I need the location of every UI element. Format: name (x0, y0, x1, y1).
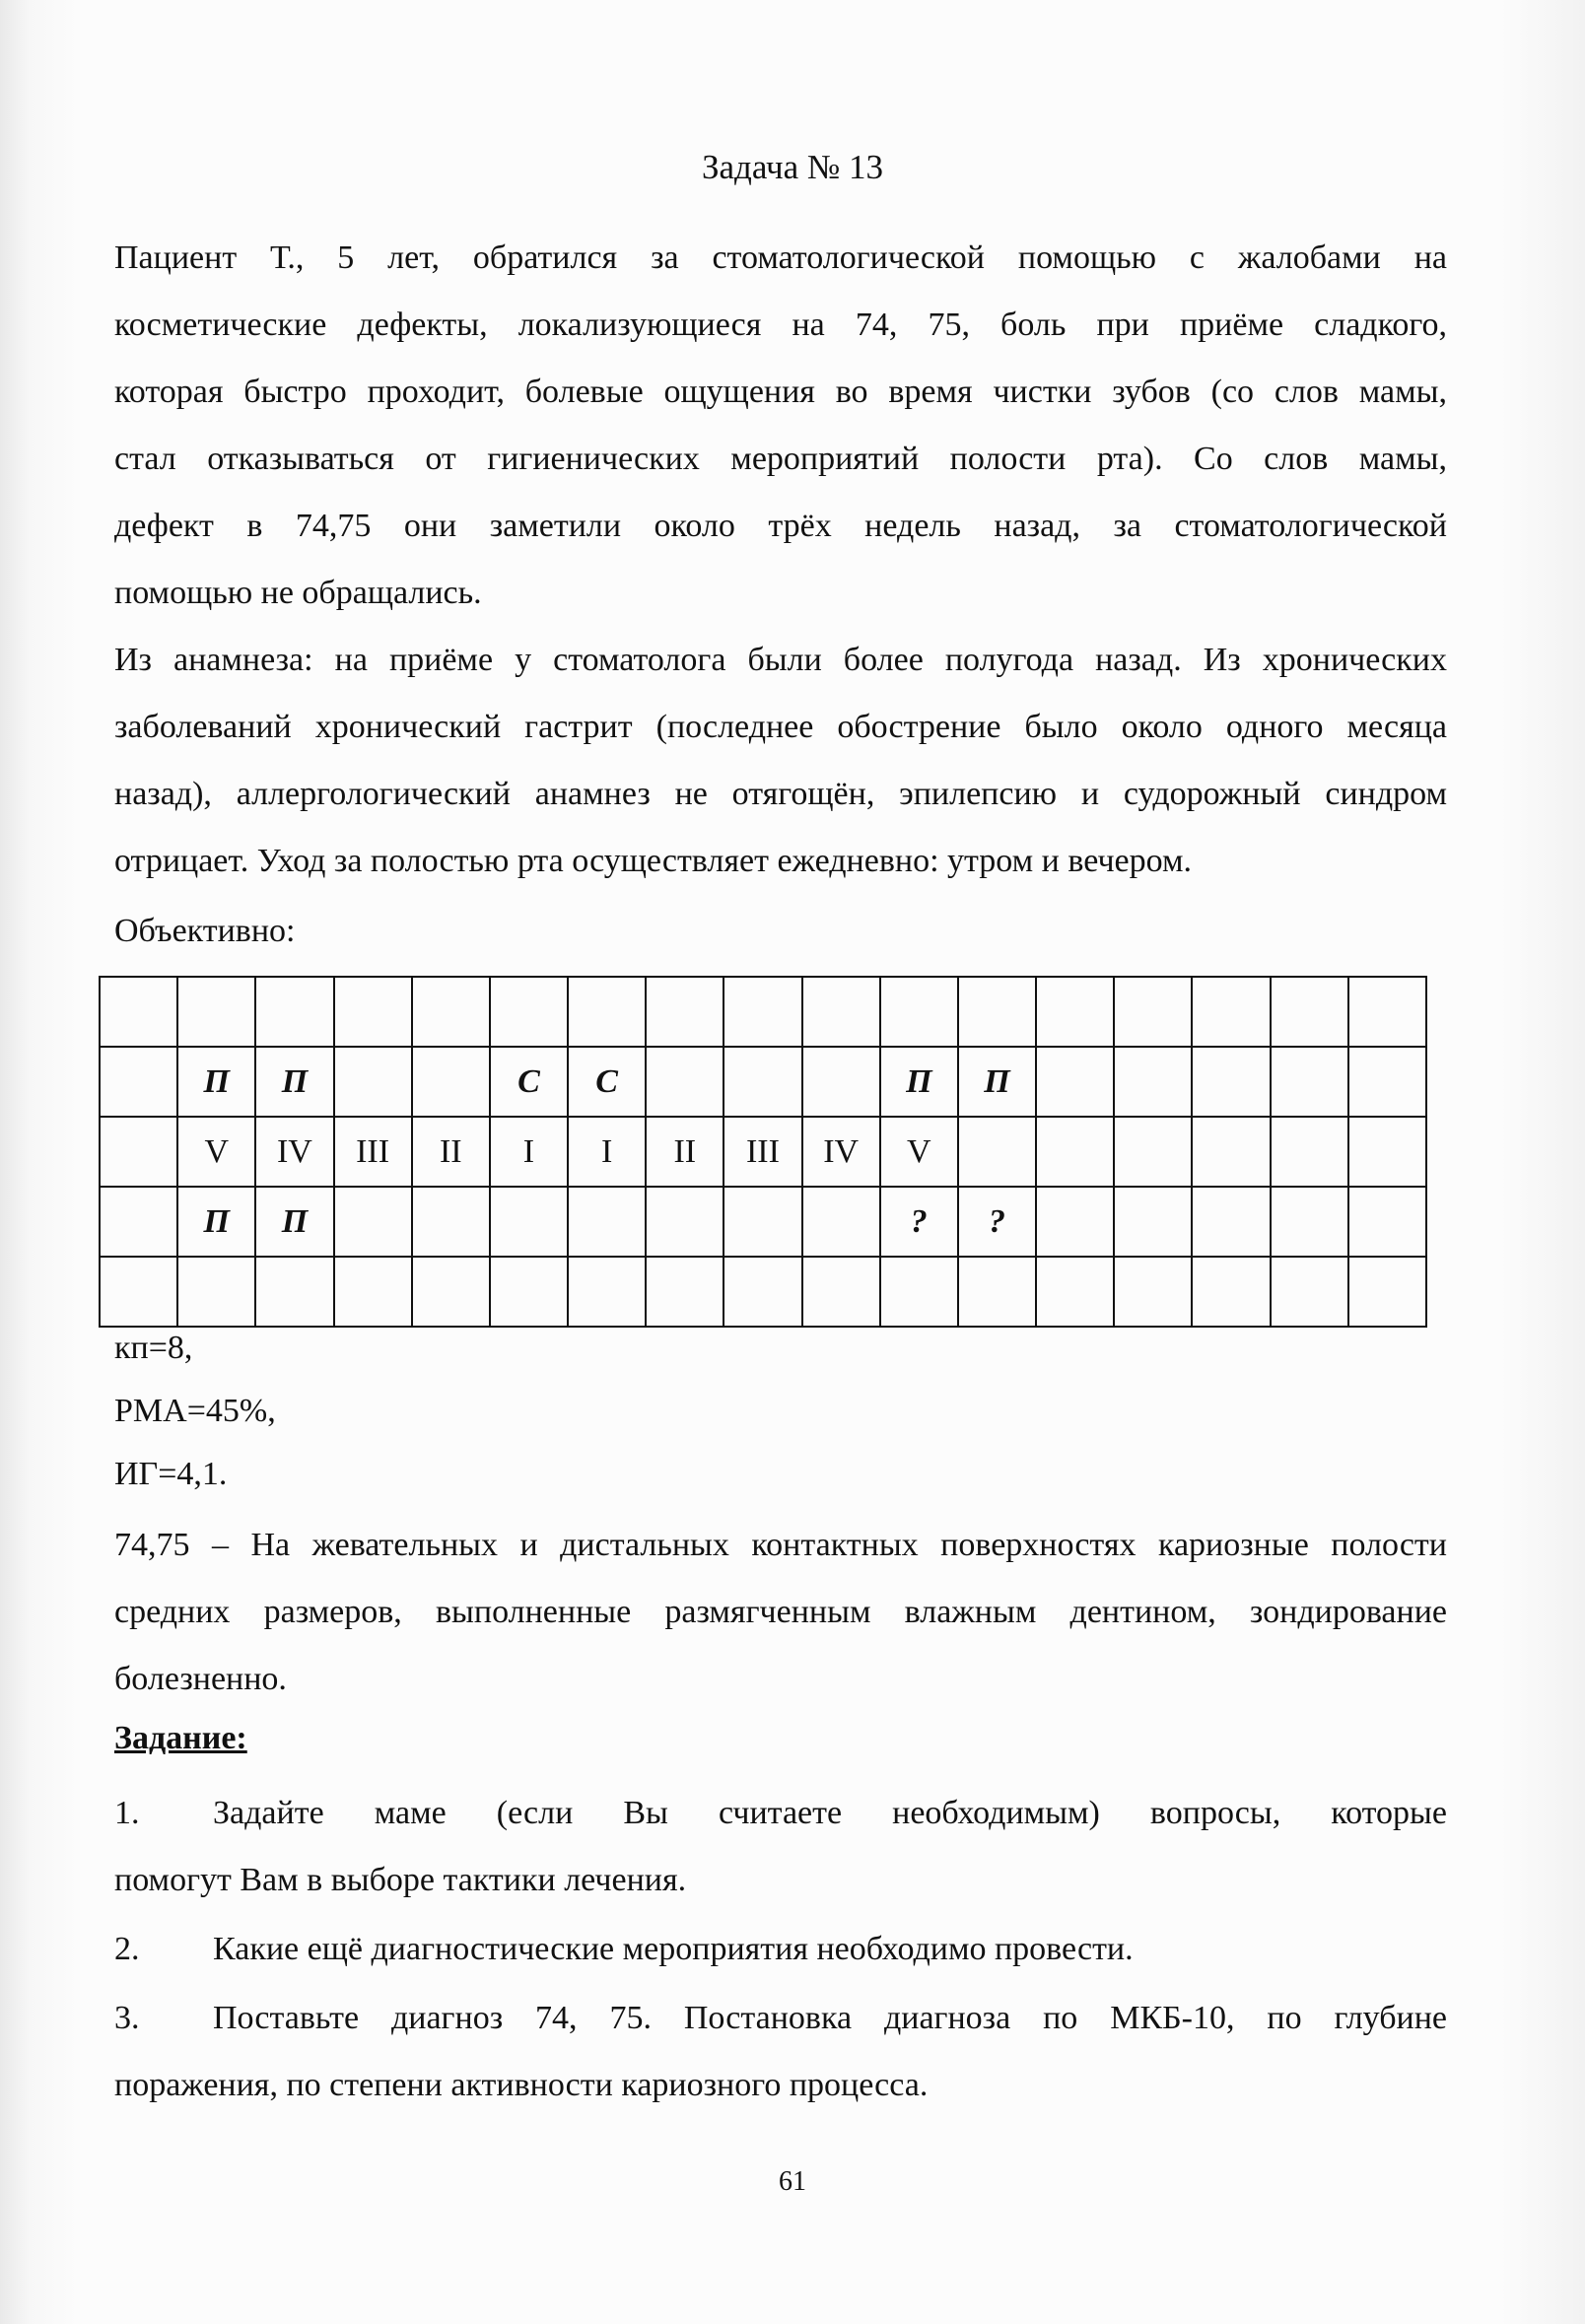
dental-chart-cell (490, 1257, 568, 1327)
dental-chart-cell: II (412, 1117, 490, 1187)
dental-chart-cell (100, 1047, 177, 1117)
dental-chart-cell (1271, 977, 1348, 1047)
index-ig: ИГ=4,1. (114, 1456, 228, 1492)
dental-chart-cell (334, 1257, 412, 1327)
dental-chart-cell (802, 1187, 880, 1257)
task-number: 1. (114, 1795, 140, 1831)
dental-chart-cell: II (646, 1117, 724, 1187)
dental-chart-cell: ? (958, 1187, 1036, 1257)
dental-chart-cell (1271, 1047, 1348, 1117)
dental-chart-cell: III (334, 1117, 412, 1187)
text-line: Поставьте диагноз 74, 75. Постановка диагноза по МКБ-10, по глубине (213, 2000, 1447, 2036)
index-pma: РМА=45%, (114, 1393, 276, 1429)
dental-chart-cell (1192, 1117, 1270, 1187)
dental-chart-cell (880, 1257, 958, 1327)
dental-chart-cell (1348, 1257, 1426, 1327)
text-line: косметические дефекты, локализующиеся на 74, 75, боль при приёме сладкого, (114, 307, 1447, 343)
dental-chart-cell: I (568, 1117, 646, 1187)
dental-chart-cell (1192, 1047, 1270, 1117)
dental-chart-cell: С (490, 1047, 568, 1117)
text-line: Пациент Т., 5 лет, обратился за стоматологической помощью с жалобами на (114, 239, 1447, 276)
dental-chart-cell: П (255, 1187, 333, 1257)
dental-chart-cell: IV (802, 1117, 880, 1187)
dental-chart-row (100, 977, 1426, 1047)
dental-chart-row (100, 1117, 1426, 1187)
dental-chart-cell (724, 977, 801, 1047)
dental-chart-cell (724, 1257, 801, 1327)
text-line: поражения, по степени активности кариозного процесса. (114, 2067, 929, 2103)
dental-chart-cell: V (880, 1117, 958, 1187)
dental-chart-cell (100, 1187, 177, 1257)
dental-chart-cell (646, 1257, 724, 1327)
task-item-3 (114, 1985, 1447, 2119)
task-number: 3. (114, 2000, 140, 2036)
findings-paragraph (114, 1512, 1447, 1713)
text-line: отрицает. Уход за полостью рта осуществляет ежедневно: утром и вечером. (114, 843, 1193, 879)
text-line: помощью не обращались. (114, 575, 482, 611)
dental-chart-cell (334, 977, 412, 1047)
dental-chart-cell: П (880, 1047, 958, 1117)
dental-chart-cell (802, 1047, 880, 1117)
dental-chart-cell (724, 1047, 801, 1117)
dental-chart-cell (412, 1257, 490, 1327)
dental-chart-cell (1114, 1047, 1192, 1117)
dental-chart-cell (1036, 1257, 1114, 1327)
task-title: Задача № 13 (701, 148, 884, 186)
dental-chart-cell (958, 1257, 1036, 1327)
dental-chart-cell (100, 1257, 177, 1327)
dental-chart-cell (334, 1187, 412, 1257)
dental-chart-cell (100, 1117, 177, 1187)
dental-chart-cell (1036, 977, 1114, 1047)
dental-chart-cell (1114, 1117, 1192, 1187)
text-line: заболеваний хронический гастрит (последнее обострение было около одного месяца (114, 709, 1447, 745)
text-line: Задайте маме (если Вы считаете необходимым) вопросы, которые (213, 1795, 1447, 1831)
dental-chart-row (100, 1187, 1426, 1257)
task-number: 2. (114, 1931, 140, 1967)
dental-chart-cell (1348, 1117, 1426, 1187)
dental-chart-cell: ? (880, 1187, 958, 1257)
dental-chart-cell: С (568, 1047, 646, 1117)
text-line: которая быстро проходит, болевые ощущения во время чистки зубов (со слов мамы, (114, 374, 1447, 410)
dental-chart-cell (1271, 1187, 1348, 1257)
dental-chart-cell (646, 977, 724, 1047)
dental-chart-cell (724, 1187, 801, 1257)
dental-chart-cell (1348, 977, 1426, 1047)
anamnesis-paragraph (114, 627, 1447, 895)
dental-chart-cell (1192, 1187, 1270, 1257)
dental-chart-cell (412, 1047, 490, 1117)
dental-chart-cell (568, 1187, 646, 1257)
dental-chart-cell (646, 1187, 724, 1257)
dental-chart-cell (1192, 977, 1270, 1047)
dental-chart-cell (958, 977, 1036, 1047)
dental-chart-cell (958, 1117, 1036, 1187)
objective-label: Объективно: (114, 913, 296, 949)
dental-chart-table (99, 976, 1427, 1328)
dental-chart-cell (255, 977, 333, 1047)
dental-chart-cell (334, 1047, 412, 1117)
dental-chart-cell (1192, 1257, 1270, 1327)
dental-chart-cell (177, 1257, 255, 1327)
text-line: Какие ещё диагностические мероприятия необходимо провести. (213, 1931, 1134, 1967)
dental-chart-cell: П (177, 1047, 255, 1117)
dental-chart-cell: III (724, 1117, 801, 1187)
dental-chart-cell (1271, 1257, 1348, 1327)
dental-chart-cell (802, 1257, 880, 1327)
dental-chart-cell (1348, 1187, 1426, 1257)
dental-chart-cell (100, 977, 177, 1047)
dental-chart-cell: V (177, 1117, 255, 1187)
dental-chart-cell (1114, 977, 1192, 1047)
dental-chart-cell (255, 1257, 333, 1327)
dental-chart-cell: П (958, 1047, 1036, 1117)
task-item-2 (114, 1916, 1447, 1983)
dental-chart-row (100, 1047, 1426, 1117)
dental-chart-row (100, 1257, 1426, 1327)
dental-chart-cell (1036, 1117, 1114, 1187)
page-number: 61 (779, 2166, 806, 2197)
index-kp: кп=8, (114, 1330, 193, 1366)
text-line: помогут Вам в выборе тактики лечения. (114, 1862, 687, 1898)
dental-chart-cell (490, 1187, 568, 1257)
complaint-paragraph (114, 225, 1447, 627)
dental-chart-cell (1036, 1187, 1114, 1257)
dental-chart-cell (1036, 1047, 1114, 1117)
text-line: средних размеров, выполненные размягченным влажным дентином, зондирование (114, 1594, 1447, 1630)
dental-chart-cell (1271, 1117, 1348, 1187)
dental-chart-cell: П (177, 1187, 255, 1257)
text-line: 74,75 – На жевательных и дистальных контактных поверхностях кариозные полости (114, 1527, 1447, 1563)
dental-chart-cell (646, 1047, 724, 1117)
dental-chart-cell (568, 977, 646, 1047)
text-line: болезненно. (114, 1661, 287, 1697)
dental-chart-cell: IV (255, 1117, 333, 1187)
dental-chart-cell (412, 1187, 490, 1257)
dental-chart-cell (1114, 1257, 1192, 1327)
task-item-1 (114, 1780, 1447, 1914)
dental-chart-cell (802, 977, 880, 1047)
dental-chart-cell (1114, 1187, 1192, 1257)
dental-chart-cell (1348, 1047, 1426, 1117)
dental-chart-cell (412, 977, 490, 1047)
dental-chart-cell (490, 977, 568, 1047)
text-line: назад), аллергологический анамнез не отягощён, эпилепсию и судорожный синдром (114, 776, 1447, 812)
text-line: дефект в 74,75 они заметили около трёх недель назад, за стоматологической (114, 508, 1447, 544)
text-line: Из анамнеза: на приёме у стоматолога были более полугода назад. Из хронических (114, 642, 1447, 678)
dental-chart-cell: П (255, 1047, 333, 1117)
dental-chart-cell: I (490, 1117, 568, 1187)
dental-chart-cell (880, 977, 958, 1047)
dental-chart-cell (568, 1257, 646, 1327)
text-line: стал отказываться от гигиенических мероприятий полости рта). Со слов мамы, (114, 441, 1447, 477)
task-heading: Задание: (114, 1720, 247, 1756)
dental-chart-cell (177, 977, 255, 1047)
